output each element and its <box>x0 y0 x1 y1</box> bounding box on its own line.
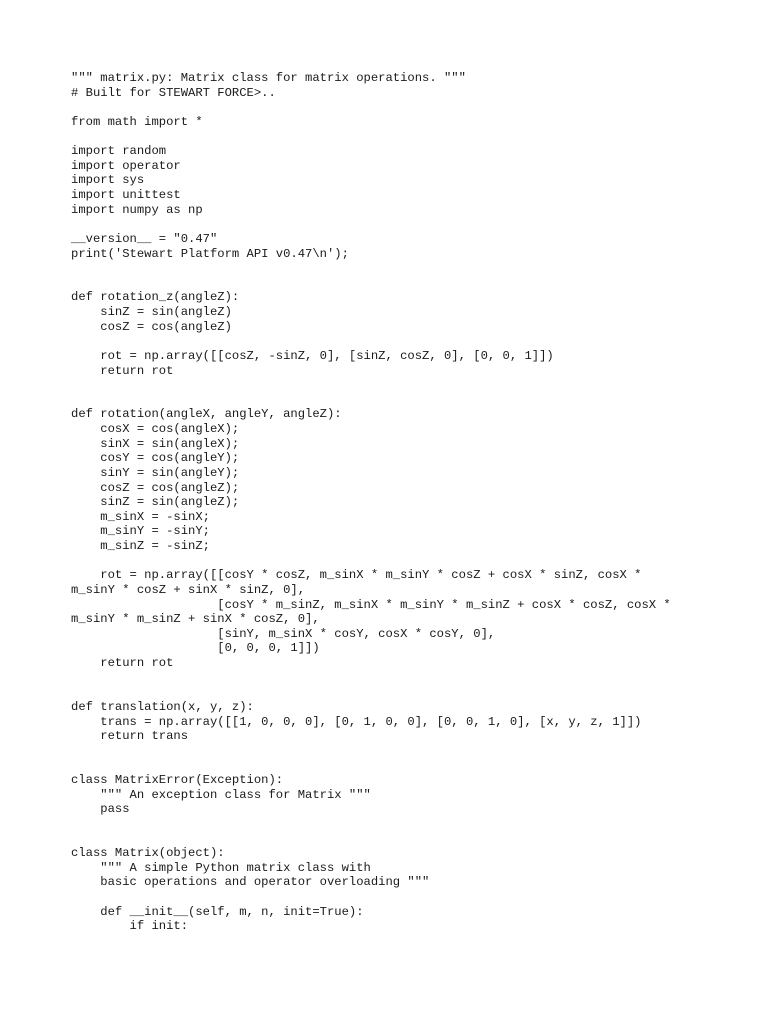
code-line <box>71 890 751 905</box>
code-line <box>71 130 751 145</box>
code-line <box>71 261 751 276</box>
code-line: [cosY * m_sinZ, m_sinX * m_sinY * m_sinZ + cosX * cosZ, cosX * <box>71 597 671 612</box>
code-line: cosY = cos(angleY); <box>71 451 240 466</box>
code-line: rot = np.array([[cosZ, -sinZ, 0], [sinZ, cosZ, 0], [0, 0, 1]]) <box>71 348 554 363</box>
code-line <box>71 758 751 773</box>
code-line <box>71 100 751 115</box>
code-line: sinX = sin(angleX); <box>71 436 240 451</box>
code-line: __version__ = "0.47" <box>71 231 218 246</box>
code-line: basic operations and operator overloading """ <box>71 875 430 890</box>
code-line: m_sinY * cosZ + sinX * sinZ, 0], <box>71 582 306 597</box>
code-listing <box>71 71 751 934</box>
code-line: [sinY, m_sinX * cosY, cosX * cosY, 0], <box>71 626 496 641</box>
code-line: class MatrixError(Exception): <box>71 773 284 787</box>
code-line: return rot <box>71 656 174 670</box>
code-line: sinZ = sin(angleZ); <box>71 495 240 510</box>
code-line: import random <box>71 144 167 159</box>
code-line: m_sinY * m_sinZ + sinX * cosZ, 0], <box>71 612 320 627</box>
code-line: return rot <box>71 363 174 378</box>
code-line: print('Stewart Platform API v0.47\n'); <box>71 246 349 261</box>
code-line: m_sinZ = -sinZ; <box>71 539 210 553</box>
code-line: pass <box>71 802 130 817</box>
code-line <box>71 817 751 832</box>
code-line: """ matrix.py: Matrix class for matrix operations. """ <box>71 71 466 85</box>
code-line: def rotation(angleX, angleY, angleZ): <box>71 407 342 422</box>
code-line: rot = np.array([[cosY * cosZ, m_sinX * m_sinY * cosZ + cosX * sinZ, cosX * <box>71 568 642 583</box>
code-line <box>71 554 751 569</box>
code-line: m_sinY = -sinY; <box>71 524 210 539</box>
code-line: # Built for STEWART FORCE>.. <box>71 85 276 100</box>
code-line: sinZ = sin(angleZ) <box>71 305 232 319</box>
code-line: def rotation_z(angleZ): <box>71 290 240 305</box>
code-line: m_sinX = -sinX; <box>71 509 210 524</box>
code-line: import operator <box>71 158 181 173</box>
code-line: """ An exception class for Matrix """ <box>71 787 371 802</box>
code-line: def __init__(self, m, n, init=True): <box>71 904 364 919</box>
code-line: if init: <box>71 919 189 934</box>
code-line <box>71 685 751 700</box>
code-line: sinY = sin(angleY); <box>71 465 240 480</box>
code-line: return trans <box>71 729 189 744</box>
code-line: trans = np.array([[1, 0, 0, 0], [0, 1, 0, 0], [0, 0, 1, 0], [x, y, z, 1]]) <box>71 714 642 729</box>
code-line: cosX = cos(angleX); <box>71 422 240 436</box>
code-line: import sys <box>71 173 145 188</box>
code-line <box>71 276 751 291</box>
code-line <box>71 378 751 393</box>
code-line: def translation(x, y, z): <box>71 699 254 714</box>
code-line: import unittest <box>71 188 181 202</box>
code-line: cosZ = cos(angleZ); <box>71 480 240 495</box>
code-line: [0, 0, 0, 1]]) <box>71 641 320 656</box>
code-line: class Matrix(object): <box>71 846 225 861</box>
code-line <box>71 744 751 759</box>
code-line <box>71 832 751 847</box>
code-line <box>71 217 751 232</box>
code-line <box>71 671 751 686</box>
code-line: cosZ = cos(angleZ) <box>71 319 232 334</box>
code-line: import numpy as np <box>71 202 203 217</box>
code-line: """ A simple Python matrix class with <box>71 860 371 875</box>
code-line: from math import * <box>71 114 203 129</box>
code-line <box>71 334 751 349</box>
code-line <box>71 393 751 408</box>
